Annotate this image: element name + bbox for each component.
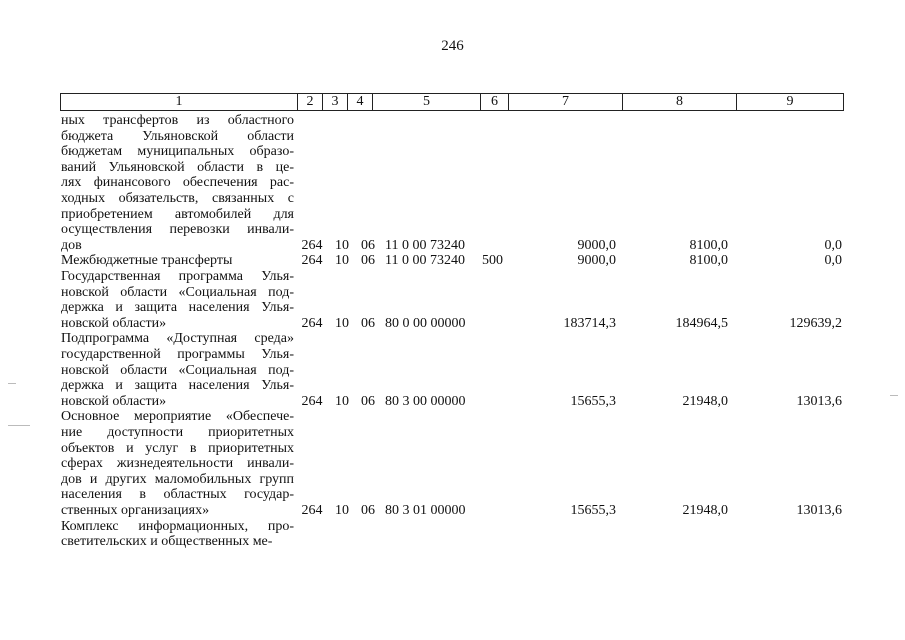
description-line: светительских и общественных ме- bbox=[61, 534, 273, 550]
row-description bbox=[61, 269, 294, 331]
description-line: дов и других маломобильных групп bbox=[61, 471, 294, 487]
cell-c4: 06 bbox=[361, 237, 375, 253]
cell-c9: 0,0 bbox=[824, 237, 842, 253]
cell-c5: 11 0 00 73240 bbox=[385, 237, 465, 253]
scan-mark bbox=[890, 395, 898, 396]
description-line: новской области» bbox=[61, 315, 167, 331]
table-header bbox=[60, 93, 844, 111]
row-description bbox=[61, 331, 294, 409]
header-col-6: 6 bbox=[481, 94, 509, 110]
header-col-8: 8 bbox=[623, 94, 737, 110]
cell-c3: 10 bbox=[335, 502, 349, 518]
cell-c9: 13013,6 bbox=[796, 502, 842, 518]
cell-c4: 06 bbox=[361, 502, 375, 518]
description-line: новской области «Социальная под- bbox=[61, 362, 294, 378]
description-line: объектов и услуг в приоритетных bbox=[61, 440, 294, 456]
header-col-3: 3 bbox=[323, 94, 348, 110]
cell-c4: 06 bbox=[361, 315, 375, 331]
cell-c3: 10 bbox=[335, 315, 349, 331]
cell-c5: 80 3 00 00000 bbox=[385, 393, 466, 409]
description-line: Подпрограмма «Доступная среда» bbox=[61, 331, 294, 347]
description-line: сферах жизнедеятельности инвали- bbox=[61, 456, 294, 472]
cell-c5: 80 0 00 00000 bbox=[385, 315, 466, 331]
cell-c9: 13013,6 bbox=[796, 393, 842, 409]
cell-c6: 500 bbox=[482, 253, 503, 269]
row-description bbox=[61, 253, 294, 269]
header-col-9: 9 bbox=[786, 94, 794, 109]
cell-c4: 06 bbox=[361, 253, 375, 269]
description-line: Государственная программа Улья- bbox=[61, 269, 294, 284]
header-col-4: 4 bbox=[348, 94, 373, 110]
row-description bbox=[61, 409, 294, 518]
cell-c2: 264 bbox=[301, 253, 323, 269]
description-line: новской области» bbox=[61, 393, 167, 409]
header-col-1: 1 bbox=[61, 94, 298, 110]
description-line: приобретением автомобилей для bbox=[61, 206, 294, 222]
cell-c2: 264 bbox=[301, 237, 323, 253]
cell-c4: 06 bbox=[361, 393, 375, 409]
cell-c2: 264 bbox=[301, 393, 323, 409]
description-line: ходных обязательств, связанных с bbox=[61, 190, 294, 206]
cell-c3: 10 bbox=[335, 393, 349, 409]
description-line: Межбюджетные трансферты bbox=[61, 253, 233, 269]
description-line: ние доступности приоритетных bbox=[61, 424, 294, 440]
description-line: бюджетам муниципальных образо- bbox=[61, 144, 294, 160]
row-description bbox=[61, 519, 294, 550]
description-line: населения в областных государ- bbox=[61, 487, 294, 503]
cell-c3: 10 bbox=[335, 237, 349, 253]
scan-mark bbox=[8, 383, 16, 384]
description-line: Комплекс информационных, про- bbox=[61, 518, 294, 534]
header-col-5: 5 bbox=[373, 94, 481, 110]
cell-c2: 264 bbox=[301, 315, 323, 331]
cell-c7: 15655,3 bbox=[570, 393, 616, 409]
description-line: осуществления перевозки инвали- bbox=[61, 222, 294, 238]
cell-c8: 184964,5 bbox=[675, 315, 728, 331]
header-col-2: 2 bbox=[298, 94, 323, 110]
description-line: ных трансфертов из областного bbox=[61, 113, 294, 128]
cell-c3: 10 bbox=[335, 253, 349, 269]
cell-c8: 8100,0 bbox=[689, 237, 728, 253]
page-number: 246 bbox=[441, 38, 464, 54]
description-line: держка и защита населения Улья- bbox=[61, 300, 294, 316]
cell-c7: 183714,3 bbox=[563, 315, 616, 331]
cell-c2: 264 bbox=[301, 502, 323, 518]
description-line: лях финансового обеспечения рас- bbox=[61, 175, 294, 191]
description-line: дов bbox=[61, 237, 82, 253]
description-line: государственной программы Улья- bbox=[61, 346, 294, 362]
description-line: ваний Ульяновской области в це- bbox=[61, 159, 294, 175]
cell-c7: 9000,0 bbox=[577, 237, 616, 253]
cell-c8: 8100,0 bbox=[689, 253, 728, 269]
description-line: Основное мероприятие «Обеспече- bbox=[61, 409, 294, 425]
cell-c5: 80 3 01 00000 bbox=[385, 502, 466, 518]
description-line: держка и защита населения Улья- bbox=[61, 378, 294, 394]
cell-c7: 15655,3 bbox=[570, 502, 616, 518]
cell-c8: 21948,0 bbox=[682, 502, 728, 518]
cell-c9: 129639,2 bbox=[789, 315, 842, 331]
cell-c7: 9000,0 bbox=[577, 253, 616, 269]
row-description bbox=[61, 113, 294, 253]
description-line: новской области «Социальная под- bbox=[61, 284, 294, 300]
header-col-7: 7 bbox=[509, 94, 623, 110]
description-line: ственных организациях» bbox=[61, 502, 210, 518]
scan-mark bbox=[8, 425, 30, 426]
cell-c9: 0,0 bbox=[824, 253, 842, 269]
description-line: бюджета Ульяновской области bbox=[61, 128, 294, 144]
cell-c8: 21948,0 bbox=[682, 393, 728, 409]
cell-c5: 11 0 00 73240 bbox=[385, 253, 465, 269]
